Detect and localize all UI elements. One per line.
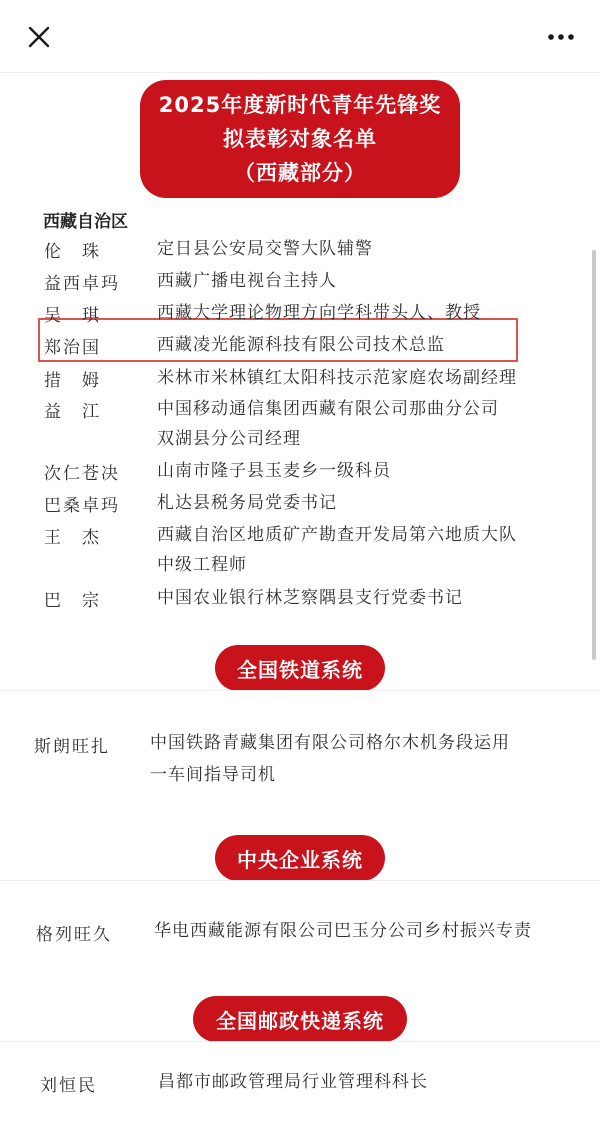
divider — [0, 690, 600, 691]
title-line-2: 拟表彰对象名单 — [223, 127, 377, 151]
entry-name: 郑治国 — [44, 338, 101, 358]
entry-desc-continued: 双湖县分公司经理 — [157, 429, 301, 449]
entry-desc: 中国铁路青藏集团有限公司格尔木机务段运用 — [150, 733, 510, 753]
scrollbar[interactable] — [592, 250, 596, 660]
entry-desc: 西藏凌光能源科技有限公司技术总监 — [157, 335, 445, 355]
close-button[interactable] — [22, 20, 56, 54]
entry-desc: 西藏大学理论物理方向学科带头人、教授 — [157, 303, 481, 323]
top-bar — [0, 0, 600, 73]
divider — [0, 1041, 600, 1042]
more-dots-icon — [547, 33, 575, 41]
entry-name: 吴 琪 — [44, 306, 101, 326]
entry-name: 王 杰 — [44, 528, 101, 548]
title-line-1: 2025年度新时代青年先锋奖 — [158, 93, 442, 117]
entry-desc-continued: 一车间指导司机 — [150, 765, 276, 785]
entry-desc: 西藏广播电视台主持人 — [157, 271, 337, 291]
region-title: 西藏自治区 — [43, 212, 128, 232]
entry-desc-continued: 中级工程师 — [157, 555, 247, 575]
entry-name: 格列旺久 — [36, 925, 112, 945]
entry-name: 巴 宗 — [44, 591, 101, 611]
entry-name: 伦 珠 — [44, 242, 101, 262]
title-banner — [140, 80, 460, 198]
close-icon — [27, 25, 51, 49]
more-options-button[interactable] — [544, 20, 578, 54]
entry-name: 益 江 — [44, 402, 101, 422]
entry-desc: 山南市隆子县玉麦乡一级科员 — [157, 461, 391, 481]
entry-name: 刘恒民 — [40, 1076, 97, 1096]
entry-name: 斯朗旺扎 — [34, 737, 110, 757]
entry-name: 巴桑卓玛 — [44, 496, 120, 516]
entry-desc: 昌都市邮政管理局行业管理科科长 — [158, 1072, 428, 1092]
entry-desc: 西藏自治区地质矿产勘查开发局第六地质大队 — [157, 525, 517, 545]
entry-desc: 中国农业银行林芝察隅县支行党委书记 — [157, 588, 463, 608]
title-line-3: （西藏部分） — [234, 161, 366, 185]
entry-desc: 定日县公安局交警大队辅警 — [157, 239, 373, 259]
section-title-postal: 全国邮政快递系统 — [193, 996, 407, 1042]
entry-desc: 米林市米林镇红太阳科技示范家庭农场副经理 — [157, 368, 517, 388]
entry-name: 益西卓玛 — [44, 274, 120, 294]
entry-desc: 札达县税务局党委书记 — [157, 493, 337, 513]
entry-desc: 华电西藏能源有限公司巴玉分公司乡村振兴专责 — [154, 921, 532, 941]
entry-desc: 中国移动通信集团西藏有限公司那曲分公司 — [157, 399, 499, 419]
entry-name: 措 姆 — [44, 371, 101, 391]
divider — [0, 880, 600, 881]
section-title-railway: 全国铁道系统 — [215, 645, 385, 691]
entry-name: 次仁苍决 — [44, 464, 120, 484]
section-title-central-enterprises: 中央企业系统 — [215, 835, 385, 881]
